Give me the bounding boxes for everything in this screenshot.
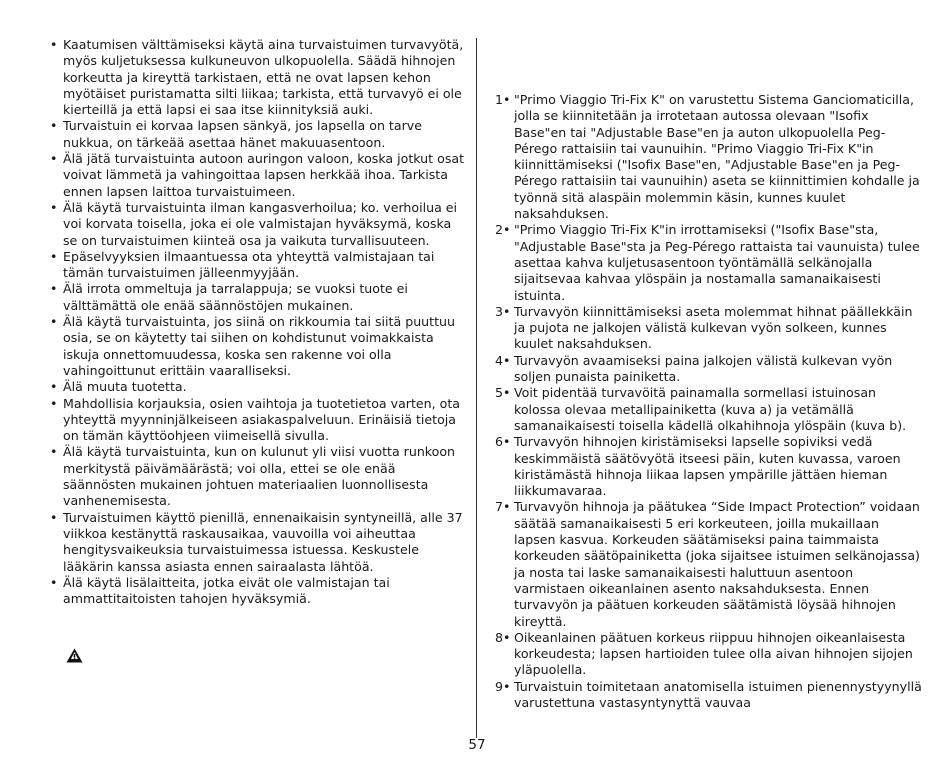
warning-item: • Turvaistuimen käyttö pienillä, ennenaikaisin syntyneillä, alle 37 viikkoa kestänyttä raskausaikaa, vauvoilla voi aiheuttaa hengitysvaikeuksia turvaistuimessa istuessa. Keskustele lääkärin kanssa asiasta ennen sairaalasta lähtöä. — [48, 510, 466, 575]
warning-item: • Älä muuta tuotetta. — [48, 379, 466, 395]
step-number: 1• — [495, 92, 511, 107]
instructions-column — [492, 92, 922, 711]
instruction-step — [492, 434, 922, 499]
warning-item: • Älä käytä turvaistuinta, jos siinä on rikkoumia tai siitä puuttuu osia, se on käytetty tai siihen on kohdistunut voimakkaista iskuja onnettomuudessa, koska sen rakenne voi olla vahingoittunut erittäin vaaralliseksi. — [48, 314, 466, 379]
warning-item: • Älä jätä turvaistuinta autoon auringon valoon, koska jotkut osat voivat lämmetä ja vahingoittaa lapsen herkkää ihoa. Tarkista ennen lapsen laittoa turvaistuimeen. — [48, 151, 466, 200]
step-number: 3• — [495, 303, 511, 319]
step-number: 2• — [495, 222, 511, 238]
step-text: Turvavyön kiinnittämiseksi aseta molemmat hihnat päällekkäin ja pujota ne jalkojen välistä kulkevan vyön solkeen, kunnes kuulet naksahduksen. — [514, 303, 913, 352]
instruction-step — [492, 679, 922, 712]
warning-item: • Älä irrota ommeltuja ja tarralappuja; se vuoksi tuote ei välttämättä ole enää säännöstöjen mukainen. — [48, 281, 466, 314]
warning-item: • Älä käytä turvaistuinta ilman kangasverhoilua; ko. verhoilua ei voi korvata toisella, joka ei ole valmistajan hyväksymä, koska se on turvaistuimen kiinteä osa ja vaikuta turvallisuuteen. — [48, 200, 466, 249]
step-number: 6• — [495, 434, 511, 450]
safety-warnings-column — [48, 37, 466, 607]
instruction-step — [492, 92, 922, 222]
page-number: 57 — [468, 737, 486, 753]
column-divider — [476, 38, 477, 738]
instruction-step — [492, 222, 922, 303]
step-text: Turvavyön hihnojen kiristämiseksi lapselle sopiviksi vedä keskimmäistä säätövyötä itseesi päin, kuten kuvassa, varoen kiristämästä hihnoja liikaa lapsen ympärille jättäen hieman liikkumavaraa. — [514, 434, 901, 499]
step-text: Turvavyön avaamiseksi paina jalkojen välistä kulkevan vyön soljen punaista painiketta. — [514, 352, 893, 385]
step-text: Voit pidentää turvavöitä painamalla sormellasi istuinosan kolossa olevaa metallipainiketta (kuva a) ja vetämällä samanaikaisesti toisella kädellä olkahihnoja ylöspäin (kuva b). — [514, 385, 907, 433]
step-text: Turvavyön hihnoja ja päätukea “Side Impact Protection” voidaan säätää samanaikaisesti 5 eri korkeuteen, joilla mukaillaan lapsen kasvua. Korkeuden säätämiseksi paina taimmaista korkeuden säätöpainiketta (joka sijaitsee istuimen selkänojassa) ja nosta tai laske samanaikaisesti haluttuun asentoon varmistaen oikeanlainen asento naksahduksesta. Ennen turvavyön ja päätuen korkeuden säätämistä löysää hihnojen kireyttä. — [514, 499, 920, 629]
warning-triangle-icon — [66, 648, 83, 663]
step-text: Oikeanlainen päätuen korkeus riippuu hihnojen oikeanlaisesta korkeudesta; lapsen hartioiden tulee olla aivan hihnojen sijojen yläpuolella. — [514, 629, 913, 678]
instruction-step — [492, 630, 922, 679]
warning-item: • Turvaistuin ei korvaa lapsen sänkyä, jos lapsella on tarve nukkua, on tärkeää asettaa hänet makuuasentoon. — [48, 118, 466, 151]
instruction-step — [492, 304, 922, 353]
step-number: 4• — [495, 352, 511, 368]
step-number: 9• — [495, 678, 511, 694]
step-text: Turvaistuin toimitetaan anatomisella istuimen pienennystyynyllä varustettuna vastasyntynyttä vauvaa — [514, 678, 922, 710]
instruction-steps-list — [492, 92, 922, 711]
warning-item: • Epäselvyyksien ilmaantuessa ota yhteyttä valmistajaan tai tämän turvaistuimen jälleenmyyjään. — [48, 249, 466, 282]
step-number: 8• — [495, 629, 511, 645]
instruction-step — [492, 499, 922, 629]
warning-item: • Älä käytä lisälaitteita, jotka eivät ole valmistajan tai ammattitaitoisten tahojen hyväksymiä. — [48, 575, 466, 608]
step-text: "Primo Viaggio Tri-Fix K" on varustettu Sistema Ganciomaticilla, jolla se kiinnitetään ja irrotetaan autossa olevaan "Isofix Base"en tai "Adjustable Base"en ja auton ulkopuolella Peg-Pérego rattaisiin tai vaunuihin. "Primo Viaggio Tri-Fix K"in kiinnittämiseksi ("Isofix Base"en, "Adjustable Base"en ja Peg-Pérego rattaisiin tai vaunuihin) aseta se kiinnittimien kohdalle ja työnnä sitä alaspäin molemmin käsin, kunnes kuulet naksahduksen. — [514, 92, 920, 222]
step-number: 7• — [495, 499, 511, 515]
warning-item: • Kaatumisen välttämiseksi käytä aina turvaistuimen turvavyötä, myös kuljetuksessa kulkuneuvon ulkopuolella. Säädä hihnojen korkeutta ja kireyttä tarkistaen, että ne ovat lapsen kehon myötäiset puristamatta silti liikaa; tarkista, että turvavyö ei ole kierteillä ja että lapsi ei saa itse kiinnityksiä auki. — [48, 37, 466, 118]
step-text: "Primo Viaggio Tri-Fix K"in irrottamiseksi ("Isofix Base"sta, "Adjustable Base"sta ja Peg-Pérego rattaista tai vaunuista) tulee asettaa kahva kuljetusasentoon työntämällä selkänojalla sijaitsevaa kahvaa ylöspäin ja nostamalla samanaikaisesti istuinta. — [514, 222, 920, 303]
warning-item: • Älä käytä turvaistuinta, kun on kulunut yli viisi vuotta runkoon merkitystä päivämäärästä; voi olla, ettei se ole enää säännösten mukainen johtuen materiaalien luonnollisesta vanhenemisesta. — [48, 444, 466, 509]
instruction-step — [492, 385, 922, 434]
instruction-step — [492, 353, 922, 386]
safety-warnings-list — [48, 37, 466, 607]
step-number: 5• — [495, 385, 511, 401]
warning-item: • Mahdollisia korjauksia, osien vaihtoja ja tuotetietoa varten, ota yhteyttä myynninjälkeiseen asiakaspalveluun. Erinäisiä tietoja on tämän käyttöohjeen viimeisellä sivulla. — [48, 396, 466, 445]
